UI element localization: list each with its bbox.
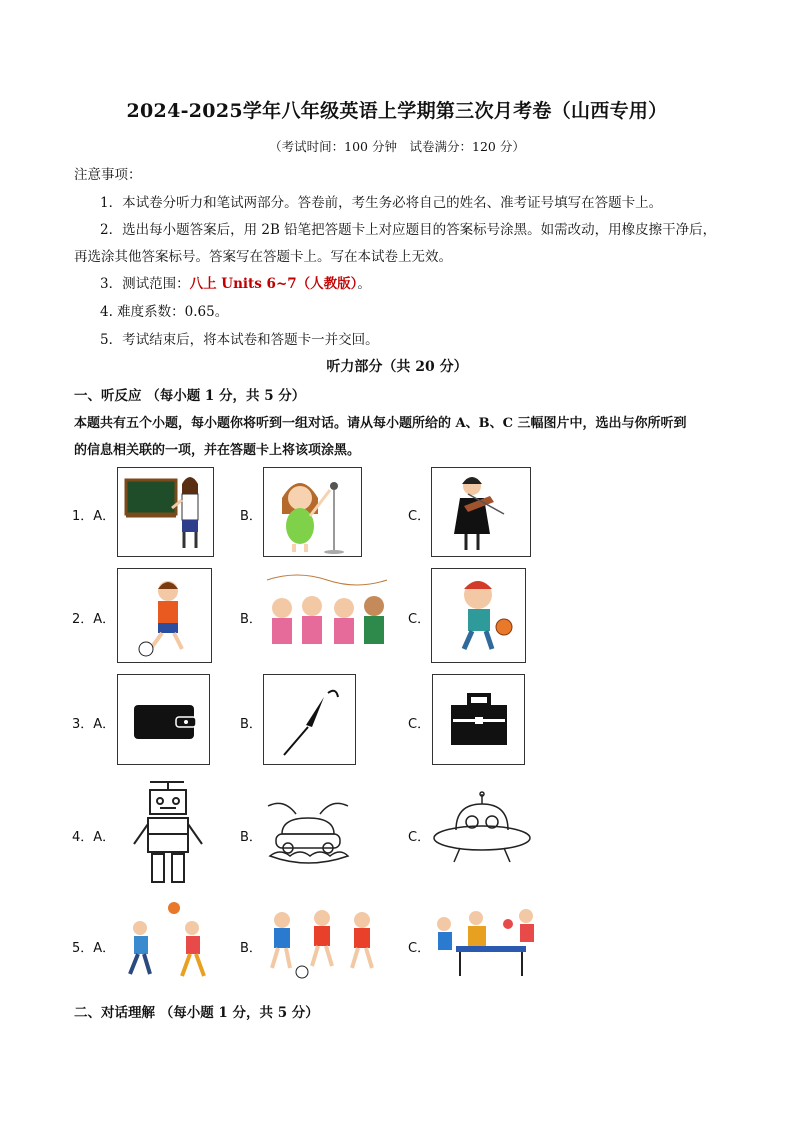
spaceship-picture[interactable] xyxy=(430,790,534,880)
violinist-picture[interactable] xyxy=(431,467,531,557)
note-item-2a: 2．选出每小题答案后，用 2B 铅笔把答题卡上对应题目的答案标号涂黑。如需改动，用橡皮擦干净后， xyxy=(100,222,717,238)
question-5-label: 5．A． xyxy=(72,941,116,956)
part2-title: 二、对话理解 （每小题 1 分，共 5 分） xyxy=(74,1005,319,1021)
test-range: 八上 Units 6~7（人教版） xyxy=(189,276,358,292)
choir-picture[interactable] xyxy=(262,570,392,662)
note-item-2b: 再选涂其他答案标号。答案写在答题卡上。写在本试卷上无效。 xyxy=(74,249,452,265)
page-title: 2024-2025学年八年级英语上学期第三次月考卷（山西专用） xyxy=(126,100,668,122)
question-3-option-c-label: C． xyxy=(408,717,431,732)
question-1-label: 1．A． xyxy=(72,509,116,524)
question-4-label: 4．A． xyxy=(72,830,116,845)
note-item-3-prefix: 3．测试范围： xyxy=(100,276,190,292)
part1-title: 一、听反应 （每小题 1 分，共 5 分） xyxy=(74,388,306,404)
note-item-4: 4. 难度系数：0.65。 xyxy=(100,304,229,320)
teacher-picture[interactable] xyxy=(117,467,214,557)
question-4-option-b-label: B． xyxy=(240,830,262,845)
listening-section-heading: 听力部分（共 20 分） xyxy=(326,359,468,375)
singer-picture[interactable] xyxy=(263,467,362,557)
part1-instructions-b: 的信息相关联的一项，并在答题卡上将该项涂黑。 xyxy=(74,443,361,458)
note-item-3-suffix: 。 xyxy=(357,276,371,292)
table-tennis-picture[interactable] xyxy=(432,904,542,980)
umbrella-picture[interactable] xyxy=(263,674,356,765)
note-item-3 xyxy=(100,272,371,292)
question-2-option-b-label: B． xyxy=(240,612,262,627)
question-1-option-b-label: B． xyxy=(240,509,262,524)
basketball-player-picture[interactable] xyxy=(431,568,526,663)
flying-car-picture[interactable] xyxy=(262,794,354,872)
wallet-picture[interactable] xyxy=(117,674,210,765)
soccer-player-picture[interactable] xyxy=(117,568,212,663)
notes-heading: 注意事项： xyxy=(74,167,142,183)
exam-info: （考试时间：100 分钟 试卷满分：120 分） xyxy=(269,139,525,154)
briefcase-picture[interactable] xyxy=(432,674,525,765)
robot-picture[interactable] xyxy=(128,778,210,886)
question-5-option-b-label: B． xyxy=(240,941,262,956)
volleyball-picture[interactable] xyxy=(118,898,214,988)
football-team-picture[interactable] xyxy=(262,904,386,980)
question-4-option-c-label: C． xyxy=(408,830,431,845)
question-5-option-c-label: C． xyxy=(408,941,431,956)
note-item-5: 5．考试结束后，将本试卷和答题卡一并交回。 xyxy=(100,332,379,348)
question-3-label: 3．A． xyxy=(72,717,116,732)
question-1-option-c-label: C． xyxy=(408,509,431,524)
part1-instructions-a: 本题共有五个小题，每小题你将听到一组对话。请从每小题所给的 A、B、C 三幅图片中，选出与你所听到 xyxy=(74,416,687,431)
question-2-label: 2．A． xyxy=(72,612,116,627)
note-item-1: 1．本试卷分听力和笔试两部分。答卷前，考生务必将自己的姓名、准考证号填写在答题卡上。 xyxy=(100,195,663,211)
question-3-option-b-label: B． xyxy=(240,717,262,732)
question-2-option-c-label: C． xyxy=(408,612,431,627)
